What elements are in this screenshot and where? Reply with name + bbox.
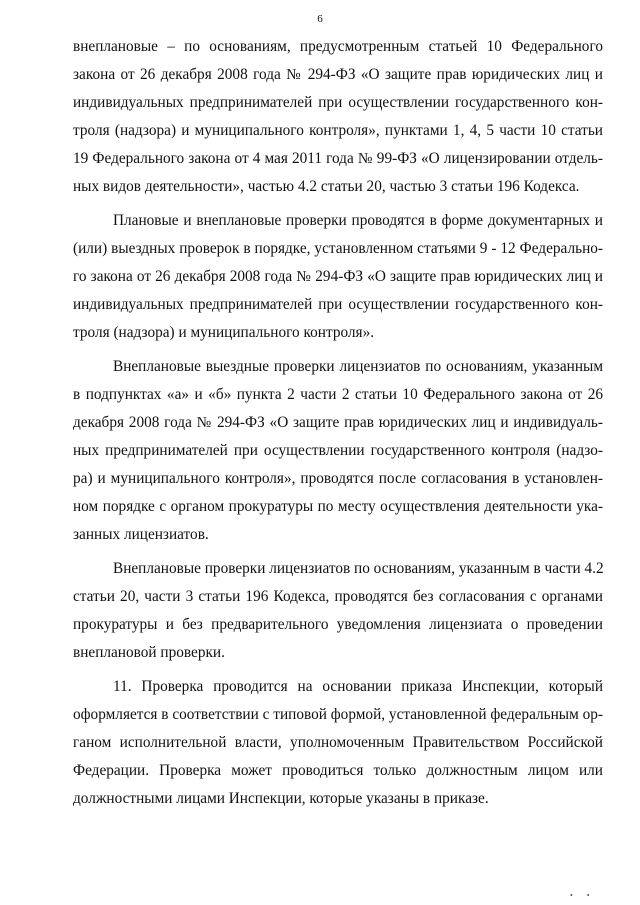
text-line: занных лицензиатов. [73,526,209,543]
text-line: 11. Проверка проводится на основании приказа Инспекции, который [113,678,603,695]
page-number: 6 [317,13,323,25]
scan-artifact-mark: • • [570,891,596,900]
text-line: ганом исполнительной власти, уполномоченным Правительством Российской [73,734,603,751]
text-line: ра) и муниципального контроля», проводятся после согласования в установлен- [73,470,603,487]
text-line: ных предпринимателей при осуществлении государственного контроля (надзо- [73,442,603,459]
text-line: 19 Федерального закона от 4 мая 2011 года № 99-ФЗ «О лицензировании отдель- [73,150,603,167]
text-line: внеплановые – по основаниям, предусмотренным статьей 10 Федерального [73,38,603,55]
text-line: в подпунктах «а» и «б» пункта 2 части 2 статьи 10 Федерального закона от 26 [73,386,603,403]
text-line: Внеплановые проверки лицензиатов по основаниям, указанным в части 4.2 [113,560,604,577]
text-line: троля (надзора) и муниципального контроля». [73,324,375,341]
text-line: (или) выездных проверок в порядке, установленном статьями 9 - 12 Федерально- [73,240,603,257]
text-line: внеплановой проверки. [73,644,225,661]
text-line: статьи 20, части 3 статьи 196 Кодекса, проводятся без согласования с органами [73,588,603,605]
text-line: декабря 2008 года № 294-ФЗ «О защите прав юридических лиц и индивидуаль- [73,414,603,431]
text-line: прокуратуры и без предварительного уведомления лицензиата о проведении [73,616,603,633]
text-line: ных видов деятельности», частью 4.2 статьи 20, частью 3 статьи 196 Кодекса. [73,178,580,195]
text-line: ном порядке с органом прокуратуры по месту осуществления деятельности ука- [73,498,603,515]
text-line: закона от 26 декабря 2008 года № 294-ФЗ «О защите прав юридических лиц и [73,66,603,83]
text-line: Федерации. Проверка может проводиться только должностным лицом или [73,762,603,779]
text-line: должностными лицами Инспекции, которые указаны в приказе. [73,790,489,807]
text-line: индивидуальных предпринимателей при осуществлении государственного кон- [73,94,603,111]
text-line: Внеплановые выездные проверки лицензиатов по основаниям, указанным [113,358,603,375]
text-line: го закона от 26 декабря 2008 года № 294-ФЗ «О защите прав юридических лиц и [73,268,603,285]
text-line: индивидуальных предпринимателей при осуществлении государственного кон- [73,296,603,313]
text-line: троля (надзора) и муниципального контроля», пунктами 1, 4, 5 части 10 статьи [73,122,603,139]
text-line: оформляется в соответствии с типовой формой, установленной федеральным ор- [73,706,603,723]
text-line: Плановые и внеплановые проверки проводятся в форме документарных и [113,212,603,229]
